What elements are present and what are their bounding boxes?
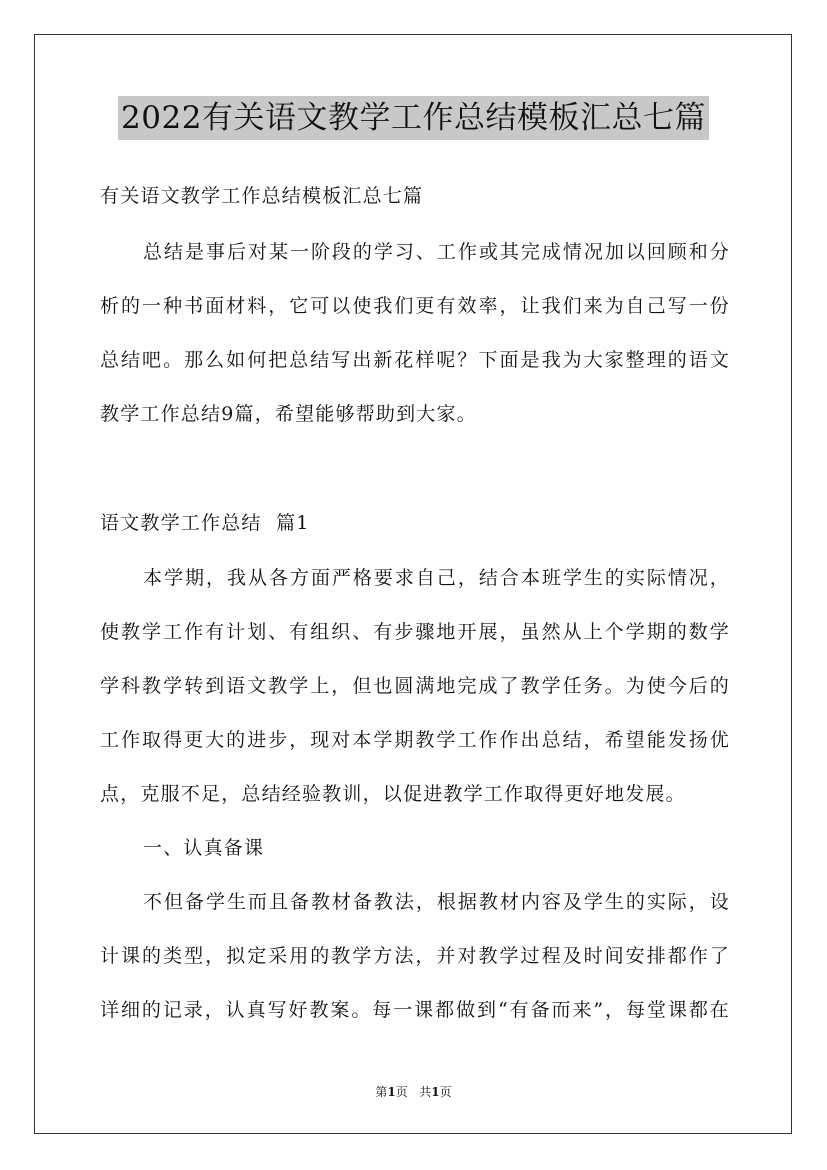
subheading: 一、认真备课 xyxy=(143,837,265,859)
section-line-3: 学科教学转到语文教学上，但也圆满地完成了教学任务。为使今后的 xyxy=(100,675,730,697)
total-number: 1 xyxy=(431,1085,440,1099)
page-number: 1 xyxy=(387,1085,396,1099)
intro-line-2: 析的一种书面材料，它可以使我们更有效率，让我们来为自己写一份 xyxy=(100,295,730,317)
section-line-4: 工作取得更大的进步，现对本学期教学工作作出总结，希望能发扬优 xyxy=(100,729,730,751)
section-line-2: 使教学工作有计划、有组织、有步骤地开展，虽然从上个学期的数学 xyxy=(100,621,730,643)
page-prefix: 第 xyxy=(375,1085,388,1099)
intro-line-4: 教学工作总结9篇，希望能够帮助到大家。 xyxy=(100,403,477,425)
prep-line-2: 计课的类型，拟定采用的教学方法，并对教学过程及时间安排都作了 xyxy=(100,945,730,967)
section-line-5: 点，克服不足，总结经验教训，以促进教学工作取得更好地发展。 xyxy=(100,783,686,805)
total-prefix: 共 xyxy=(419,1085,432,1099)
title-container xyxy=(0,96,827,140)
prep-line-1: 不但备学生而且备教材备教法，根据教材内容及学生的实际，设 xyxy=(143,891,730,913)
intro-line-1: 总结是事后对某一阶段的学习、工作或其完成情况加以回顾和分 xyxy=(143,241,730,263)
page-footer xyxy=(0,1083,827,1100)
page-suffix: 页 xyxy=(395,1085,408,1099)
section-heading: 语文教学工作总结 篇1 xyxy=(100,512,310,534)
document-subtitle: 有关语文教学工作总结模板汇总七篇 xyxy=(100,185,424,207)
total-suffix: 页 xyxy=(439,1085,452,1099)
section-line-1: 本学期，我从各方面严格要求自己，结合本班学生的实际情况， xyxy=(143,567,730,589)
intro-line-3: 总结吧。那么如何把总结写出新花样呢？下面是我为大家整理的语文 xyxy=(100,349,730,371)
prep-line-3: 详细的记录，认真写好教案。每一课都做到“有备而来”，每堂课都在 xyxy=(100,999,730,1021)
document-title: 2022有关语文教学工作总结模板汇总七篇 xyxy=(118,96,709,140)
